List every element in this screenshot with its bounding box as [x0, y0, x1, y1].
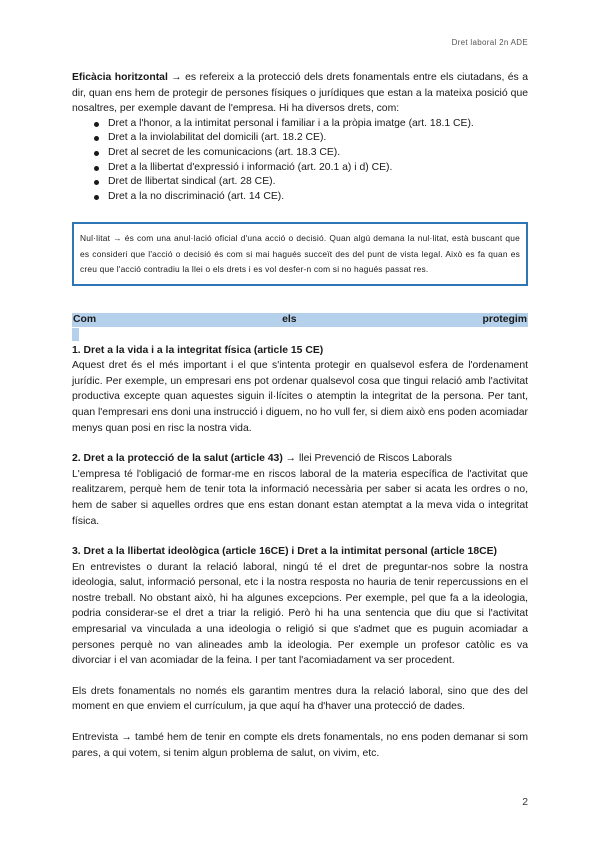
section-1-body: Aquest dret és el més important i el que s'intenta protegir en qualsevol esfera de l'ordenament jurídic. Per exemple, un empresari ens pot ordenar qualsevol cosa que tingui relació amb l'activitat productiva excepte quan aquestes siguin il·lícites o atemptin la integritat de la persona. Per tant, quan l'empresari ens doni una instrucció i diguem, no ho vull fer, si diem això ens poden acomiadar menys quan posi en risc la nostra vida.	[72, 360, 528, 434]
heading-word-2: els	[282, 313, 297, 325]
heading-highlight-tail	[72, 328, 79, 341]
bullet-icon	[94, 151, 99, 156]
rights-list	[72, 117, 528, 205]
list-item: Dret al secret de les comunicacions (art. 18.3 CE).	[94, 146, 528, 161]
intro-text: → es refereix a la protecció dels drets fonamentals entre els ciutadans, és a dir, quan ens hem de protegir de persones físiques o jurídiques que estan a la mateixa posició que nosaltres, per exemple davant de l'empresa. Hi ha diversos drets, com:	[72, 72, 528, 115]
bullet-icon	[94, 166, 99, 171]
section-1-title: 1. Dret a la vida i a la integritat física (article 15 CE)	[72, 344, 324, 356]
bullet-icon	[94, 195, 99, 200]
section-3-title: 3. Dret a la llibertat ideològica (article 16CE) i Dret a la intimitat personal (article 18CE)	[72, 546, 497, 558]
document-body	[72, 70, 528, 761]
section-2-body: L'empresa té l'obligació de formar-me en riscos laboral de la materia específica de l'activitat que realitzarem, perquè hem de tenir tota la informació necessària per saber si acata les ordres o no, hem de saber si aquelles ordres que ens estan donant estan atemptat a la meva vida o integritat física.	[72, 468, 528, 527]
nullity-callout-box: Nul·litat → és com una anul·lació oficial d'una acció o decisió. Quan algú demana la nul·litat, està buscant que es consideri que l'acció o decisió és com si mai hagués succeït des del punt de vista legal. Això es fa quan es creu que l'acció contradiu la llei o els drets i es vol desfer-n com si no hagués passat res.	[72, 222, 528, 285]
list-item: Dret a l'honor, a la intimitat personal i familiar i a la pròpia imatge (art. 18.1 CE).	[94, 117, 528, 132]
section-2-title: 2. Dret a la protecció de la salut (article 43) → llei Prevenció de Riscos Laborals	[72, 453, 452, 465]
closing-paragraph-1: Els drets fonamentals no només els garantim mentres dura la relació laboral, sino que des del moment en que enviem el currículum, ja que aquí ha d'haver una protecció de dades.	[72, 685, 528, 713]
intro-term: Eficàcia horitzontal	[72, 72, 168, 83]
section-heading	[72, 313, 528, 327]
bullet-icon	[94, 136, 99, 141]
intro-paragraph	[72, 70, 528, 117]
heading-word-1: Com	[73, 313, 97, 325]
section-3-body: En entrevistes o durant la relació laboral, ningú té el dret de preguntar-nos sobre la nostra ideologia, salut, informació personal, etc i la nostra resposta no hauria de tenir repercussions en el nostre treball. No obstant això, hi ha algunes excepcions. Per exemple, pel que fa a la ideologia, podria considerar-se el dret a triar la religió. Però hi ha una sentencia que diu que si l'activitat empresarial va vinculada a una ideologia o religió si que s'admet que es puguin acomiadar a persones perquè no van alineades amb la ideologia. Per exemple un profesor catòlic es va divorciar i el van acomiadar de la feina. I per tant l'acomiadament va ser procedent.	[72, 561, 528, 667]
page-number: 2	[522, 797, 528, 808]
page-header: Dret laboral 2n ADE	[451, 38, 528, 47]
bullet-icon	[94, 180, 99, 185]
list-item: Dret a la inviolabilitat del domicili (art. 18.2 CE).	[94, 131, 528, 146]
heading-word-3: protegim	[482, 313, 527, 325]
list-item: Dret de llibertat sindical (art. 28 CE).	[94, 175, 528, 190]
list-item: Dret a la no discriminació (art. 14 CE).	[94, 190, 528, 205]
bullet-icon	[94, 122, 99, 127]
closing-paragraph-2: Entrevista → també hem de tenir en compte els drets fonamentals, no ens poden demanar si som pares, a qui votem, si tenim algun problema de salut, on vivim, etc.	[72, 732, 528, 759]
list-item: Dret a la llibertat d'expressió i informació (art. 20.1 a) i d) CE).	[94, 161, 528, 176]
